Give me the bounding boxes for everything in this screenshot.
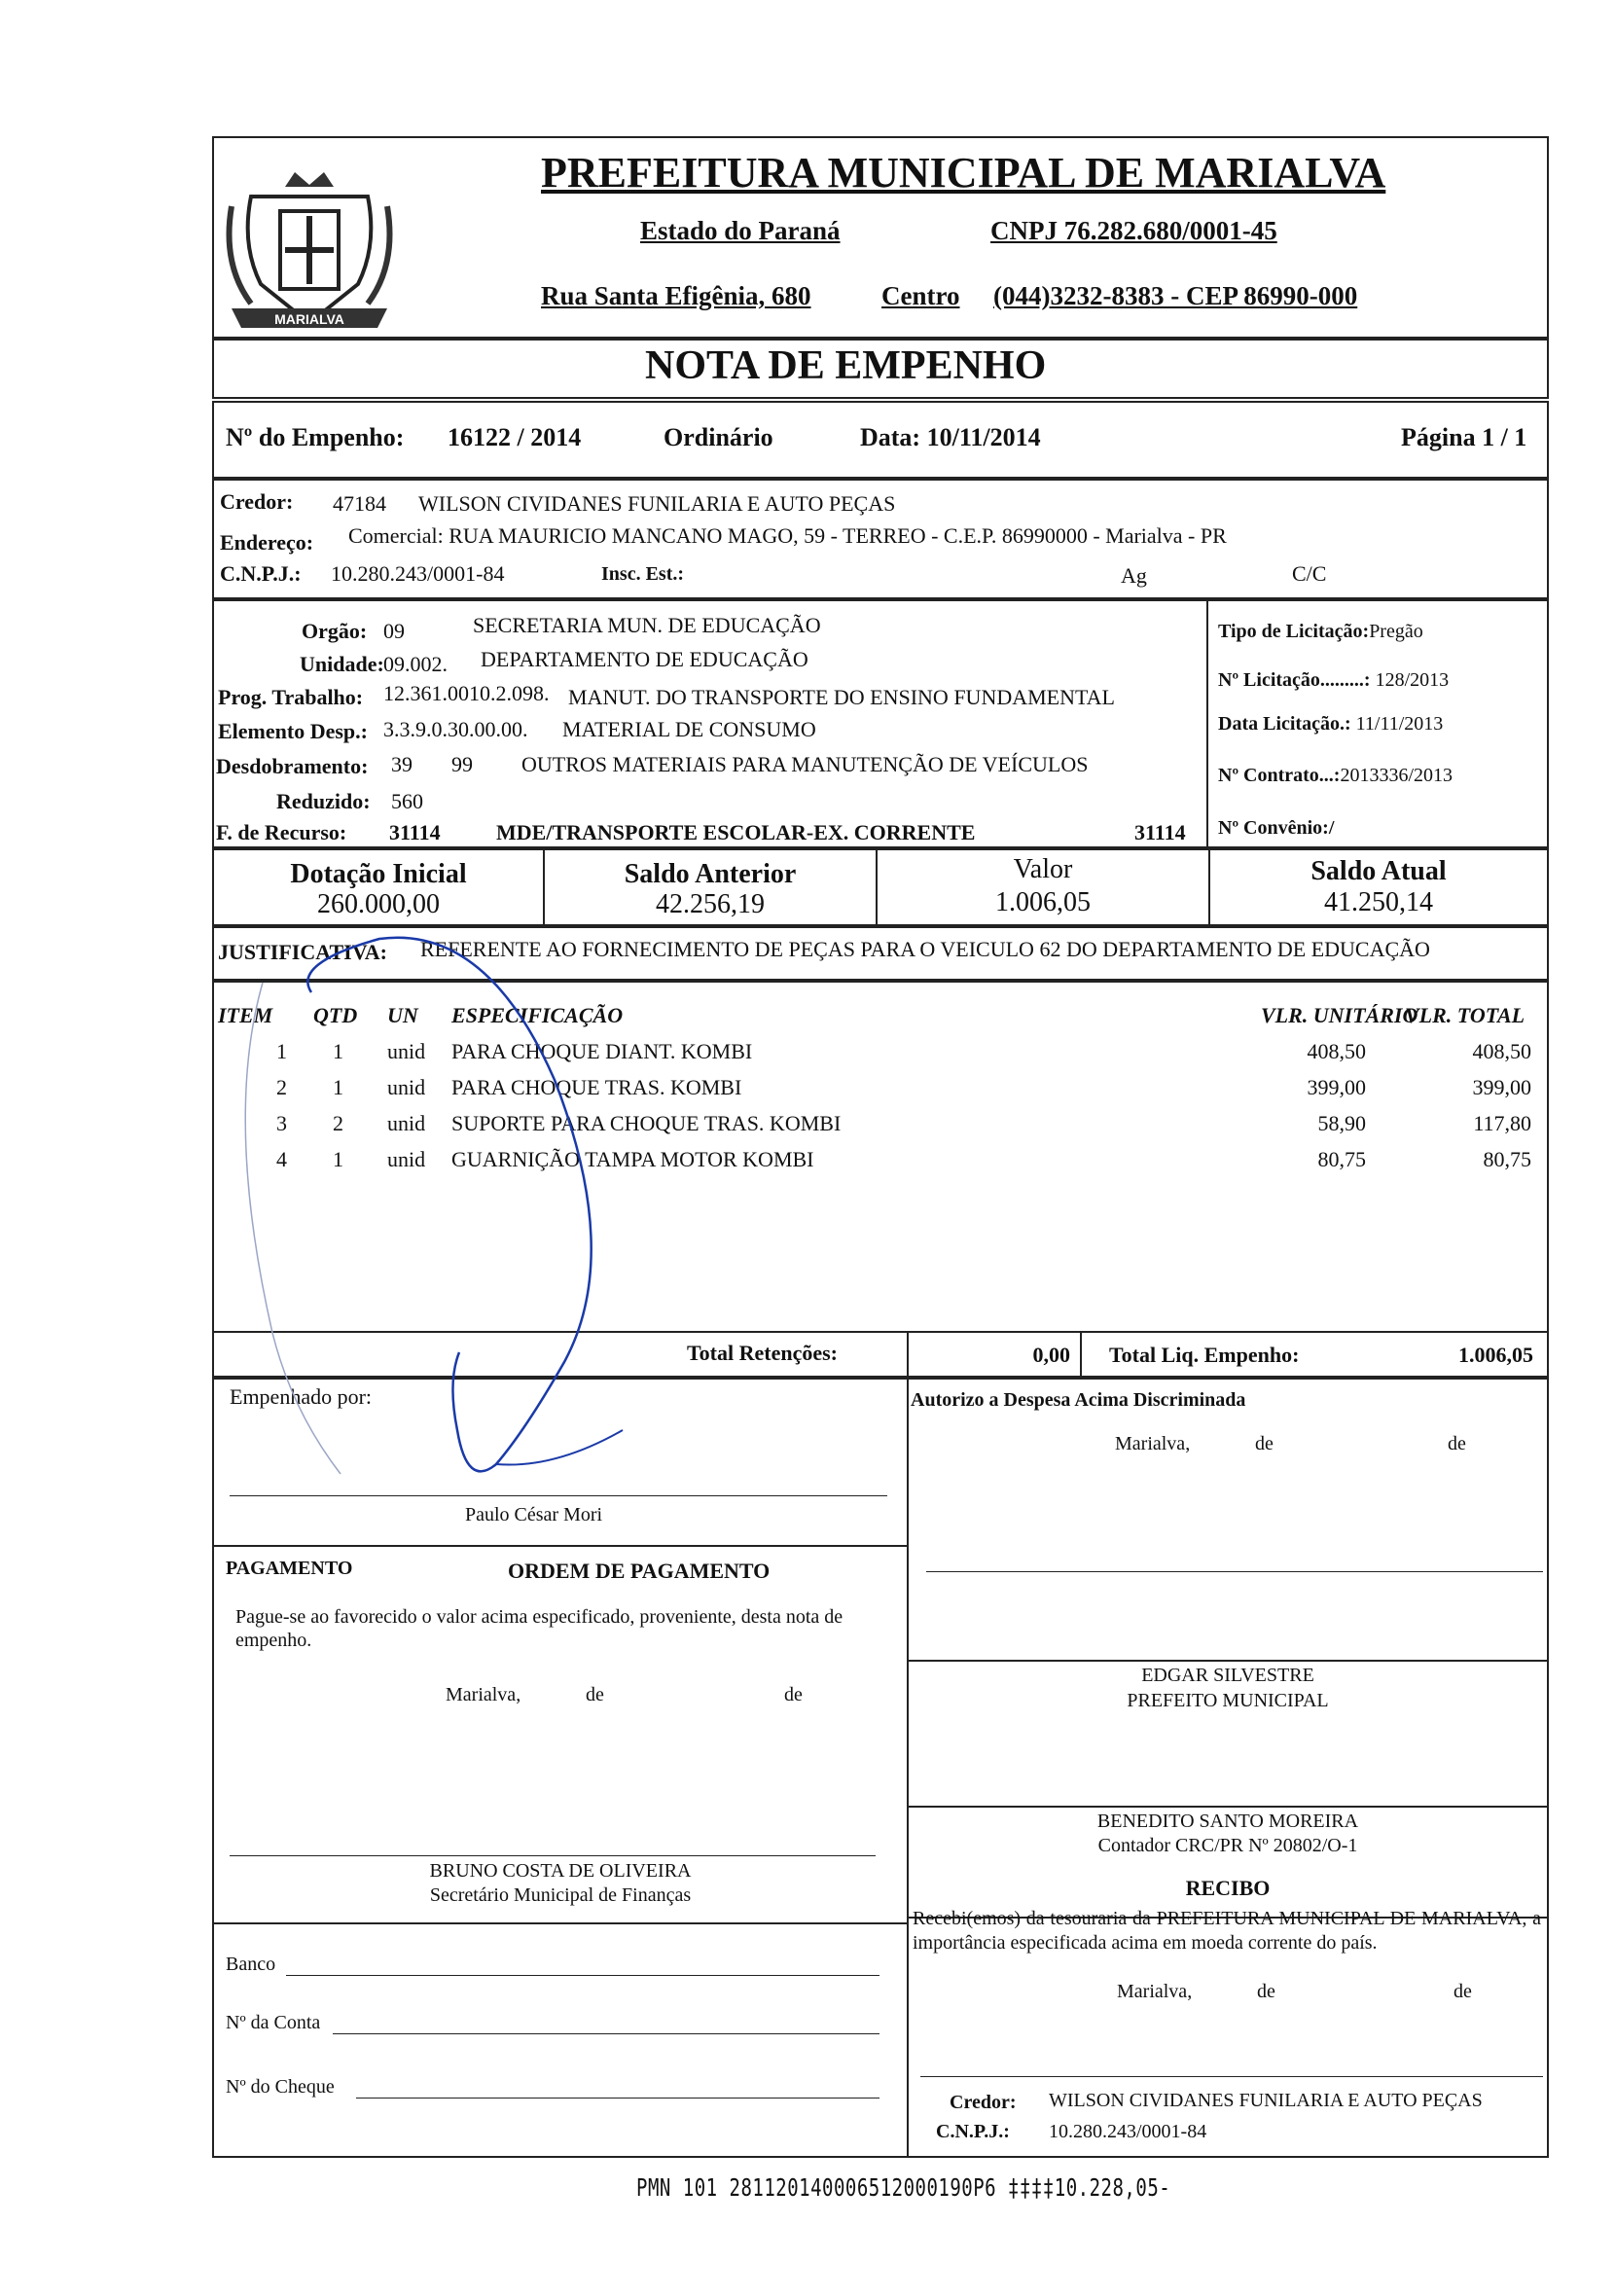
justificativa-text: REFERENTE AO FORNECIMENTO DE PEÇAS PARA O VEICULO 62 DO DEPARTAMENTO DE EDUCAÇÃO — [420, 937, 1430, 961]
col-item: ITEM — [218, 1003, 273, 1027]
pague-se-text: Pague-se ao favorecido o valor acima especificado, proveniente, desta nota de empenho. — [235, 1606, 843, 1651]
endereco-value: Comercial: RUA MAURICIO MANCANO MAGO, 59 - TERREO - C.E.P. 86990000 - Marialva - PR — [348, 523, 1227, 548]
conta-label: Nº da Conta — [226, 2012, 321, 2033]
ordem-pagamento-label: ORDEM DE PAGAMENTO — [508, 1559, 771, 1583]
item-total: 80,75 — [1483, 1147, 1531, 1171]
item-total: 117,80 — [1473, 1111, 1531, 1135]
cc-label: C/C — [1292, 561, 1327, 586]
orgao-code: 09 — [383, 619, 405, 643]
recibo-credor-label: Credor: — [950, 2092, 1017, 2113]
credor-label: Credor: — [220, 489, 294, 514]
item-spec: SUPORTE PARA CHOQUE TRAS. KOMBI — [451, 1111, 842, 1135]
justificativa-label: JUSTIFICATIVA: — [218, 940, 388, 964]
credor-cnpj-label: C.N.P.J.: — [220, 561, 302, 586]
page-number: Página 1 / 1 — [1401, 423, 1527, 451]
page-title: PREFEITURA MUNICIPAL DE MARIALVA — [541, 149, 1386, 197]
item-number: 4 — [276, 1147, 287, 1171]
recibo-city: Marialva, — [1117, 1981, 1193, 2002]
pagamento-de-1: de — [586, 1684, 604, 1705]
item-total: 399,00 — [1472, 1075, 1531, 1099]
licitacao-number-key: Nº Licitação.........: — [1218, 669, 1371, 691]
retencoes-label: Total Retenções: — [687, 1341, 838, 1365]
empenho-date: Data: 10/11/2014 — [860, 423, 1041, 451]
tipo-licitacao-value: Pregão — [1369, 621, 1423, 642]
handwritten-signature-icon — [233, 924, 681, 1547]
contrato-number — [1218, 765, 1453, 787]
convenio-number: Nº Convênio:/ — [1218, 817, 1335, 839]
saldo-atual-label: Saldo Atual — [1310, 856, 1447, 886]
reduzido-value: 560 — [391, 789, 423, 813]
item-number: 1 — [276, 1039, 287, 1063]
svg-text:MARIALVA: MARIALVA — [274, 311, 344, 327]
recibo-label: RECIBO — [1185, 1876, 1271, 1900]
address-label: Rua Santa Efigênia, 680 — [541, 281, 811, 310]
desdobramento-code2: 99 — [451, 752, 473, 776]
secretario-signature-line — [230, 1855, 876, 1856]
desdobramento-code1: 39 — [391, 752, 413, 776]
valor-label: Valor — [1013, 854, 1073, 884]
empenho-number: 16122 / 2014 — [448, 423, 582, 451]
lower-divider — [907, 1378, 909, 2158]
cheque-line — [356, 2098, 879, 2099]
prog-label: Prog. Trabalho: — [218, 685, 364, 709]
autorizo-de-2: de — [1448, 1433, 1466, 1454]
col-qtd: QTD — [313, 1003, 358, 1027]
autorizo-divider — [907, 1660, 1549, 1662]
empenhado-label: Empenhado por: — [230, 1384, 373, 1409]
col-un: UN — [387, 1003, 418, 1027]
district-label: Centro — [881, 281, 960, 310]
recibo-de-2: de — [1454, 1981, 1472, 2002]
item-un: unid — [387, 1039, 426, 1063]
item-number: 2 — [276, 1075, 287, 1099]
item-unit: 399,00 — [1307, 1075, 1366, 1099]
item-un: unid — [387, 1111, 426, 1135]
col-total: VLR. TOTAL — [1405, 1003, 1525, 1027]
item-number: 3 — [276, 1111, 287, 1135]
recibo-signature-line — [920, 2076, 1543, 2077]
item-un: unid — [387, 1075, 426, 1099]
recibo-text: Recebi(emos) da tesouraria da PREFEITURA MUNICIPAL DE MARIALVA, a importância especificada acima em moeda corrente do país. — [913, 1908, 1541, 1954]
prog-code: 12.361.0010.2.098. — [383, 681, 550, 705]
municipal-crest-icon — [212, 167, 407, 342]
col-unit: VLR. UNITÁRIO — [1261, 1003, 1418, 1027]
cheque-label: Nº do Cheque — [226, 2076, 335, 2098]
ag-label: Ag — [1121, 563, 1147, 588]
totals-divider-1 — [907, 1331, 909, 1378]
prefeito-name: EDGAR SILVESTRE — [1141, 1665, 1314, 1686]
document-title: NOTA DE EMPENHO — [645, 343, 1047, 388]
autorizo-signature-line — [926, 1571, 1543, 1572]
insc-est-label: Insc. Est.: — [601, 563, 685, 585]
item-spec: PARA CHOQUE DIANT. KOMBI — [451, 1039, 753, 1063]
secretario-title: Secretário Municipal de Finanças — [429, 1884, 692, 1906]
contador-name: BENEDITO SANTO MOREIRA — [1096, 1811, 1359, 1832]
licitacao-date-value: 11/11/2013 — [1355, 713, 1444, 735]
item-unit: 58,90 — [1317, 1111, 1366, 1135]
autorizo-label: Autorizo a Despesa Acima Discriminada — [911, 1389, 1246, 1411]
elemento-code: 3.3.9.0.30.00.00. — [383, 717, 528, 741]
col-spec: ESPECIFICAÇÃO — [451, 1003, 624, 1027]
item-unit: 408,50 — [1307, 1039, 1366, 1063]
item-spec: PARA CHOQUE TRAS. KOMBI — [451, 1075, 742, 1099]
item-qtd: 1 — [333, 1039, 343, 1063]
orgao-label: Orgão: — [302, 619, 368, 643]
autorizo-city: Marialva, — [1115, 1433, 1191, 1454]
item-qtd: 2 — [333, 1111, 343, 1135]
secretario-name: BRUNO COSTA DE OLIVEIRA — [429, 1860, 692, 1882]
empenho-type: Ordinário — [664, 423, 773, 451]
credor-name: WILSON CIVIDANES FUNILARIA E AUTO PEÇAS — [418, 491, 896, 516]
phone-cep-label: (044)3232-8383 - CEP 86990-000 — [993, 281, 1358, 310]
state-label: Estado do Paraná — [640, 216, 841, 245]
licitacao-number — [1218, 669, 1449, 692]
unidade-label: Unidade: — [300, 652, 384, 676]
contrato-number-key: Nº Contrato...: — [1218, 765, 1341, 786]
autorizo-de-1: de — [1255, 1433, 1274, 1454]
orgao-name: SECRETARIA MUN. DE EDUCAÇÃO — [473, 613, 821, 637]
contrato-number-value: 2013336/2013 — [1340, 765, 1454, 786]
liquido-value: 1.006,05 — [1458, 1343, 1533, 1367]
endereco-label: Endereço: — [220, 530, 314, 555]
credor-code: 47184 — [333, 491, 386, 516]
item-un: unid — [387, 1147, 426, 1171]
retencoes-value: 0,00 — [1032, 1343, 1070, 1367]
saldo-atual-value: 41.250,14 — [1324, 887, 1433, 917]
contador-title: Contador CRC/PR Nº 20802/O-1 — [1097, 1835, 1358, 1856]
dotacao-label: Dotação Inicial — [290, 859, 467, 889]
liquido-label: Total Liq. Empenho: — [1109, 1343, 1300, 1367]
item-qtd: 1 — [333, 1147, 343, 1171]
licitacao-number-value: 128/2013 — [1375, 669, 1450, 691]
banco-line — [286, 1975, 879, 1976]
pagamento-label: PAGAMENTO — [226, 1558, 353, 1579]
item-spec: GUARNIÇÃO TAMPA MOTOR KOMBI — [451, 1147, 814, 1171]
unidade-name: DEPARTAMENTO DE EDUCAÇÃO — [481, 647, 808, 671]
budget-divider — [1206, 599, 1208, 848]
reduzido-label: Reduzido: — [276, 789, 371, 813]
tipo-licitacao-key: Tipo de Licitação: — [1218, 621, 1370, 642]
prefeito-title: PREFEITO MUNICIPAL — [1127, 1690, 1329, 1711]
item-unit: 80,75 — [1317, 1147, 1366, 1171]
dotacao-value: 260.000,00 — [317, 889, 440, 919]
pagamento-city: Marialva, — [446, 1684, 521, 1705]
tipo-licitacao-label — [1218, 621, 1423, 643]
cheque-divider — [212, 1922, 909, 1924]
recurso-code-2: 31114 — [1134, 820, 1186, 844]
recibo-cnpj-label: C.N.P.J.: — [936, 2121, 1010, 2142]
unidade-code: 09.002. — [383, 652, 448, 676]
licitacao-date — [1218, 713, 1443, 735]
empenhado-name: Paulo César Mori — [465, 1504, 603, 1525]
valor-value: 1.006,05 — [995, 887, 1091, 917]
elemento-name: MATERIAL DE CONSUMO — [562, 717, 816, 741]
totals-divider-2 — [1080, 1331, 1082, 1378]
recibo-credor-name: WILSON CIVIDANES FUNILARIA E AUTO PEÇAS — [1049, 2090, 1483, 2111]
pagamento-de-2: de — [784, 1684, 803, 1705]
saldo-anterior-value: 42.256,19 — [656, 889, 765, 919]
recibo-de-1: de — [1257, 1981, 1275, 2002]
item-total: 408,50 — [1472, 1039, 1531, 1063]
footer-code: PMN 101 281120140006512000190P6 ‡‡‡‡10.228,05- — [636, 2173, 1171, 2203]
cnpj-label: CNPJ 76.282.680/0001-45 — [990, 216, 1277, 245]
recurso-label: F. de Recurso: — [216, 820, 347, 844]
licitacao-date-key: Data Licitação.: — [1218, 713, 1351, 735]
recibo-cnpj-value: 10.280.243/0001-84 — [1049, 2121, 1207, 2142]
saldo-anterior-label: Saldo Anterior — [624, 859, 797, 889]
recurso-name: MDE/TRANSPORTE ESCOLAR-EX. CORRENTE — [496, 820, 976, 844]
banco-label: Banco — [226, 1954, 276, 1975]
prog-name: MANUT. DO TRANSPORTE DO ENSINO FUNDAMENTAL — [568, 685, 1115, 709]
elemento-label: Elemento Desp.: — [218, 719, 368, 743]
conta-line — [333, 2033, 879, 2034]
desdobramento-name: OUTROS MATERIAIS PARA MANUTENÇÃO DE VEÍCULOS — [521, 752, 1089, 776]
contador-line — [907, 1806, 1549, 1808]
recurso-code: 31114 — [389, 820, 441, 844]
empenho-label: Nº do Empenho: — [226, 423, 405, 451]
credor-cnpj-value: 10.280.243/0001-84 — [331, 561, 505, 586]
item-qtd: 1 — [333, 1075, 343, 1099]
desdobramento-label: Desdobramento: — [216, 754, 369, 778]
